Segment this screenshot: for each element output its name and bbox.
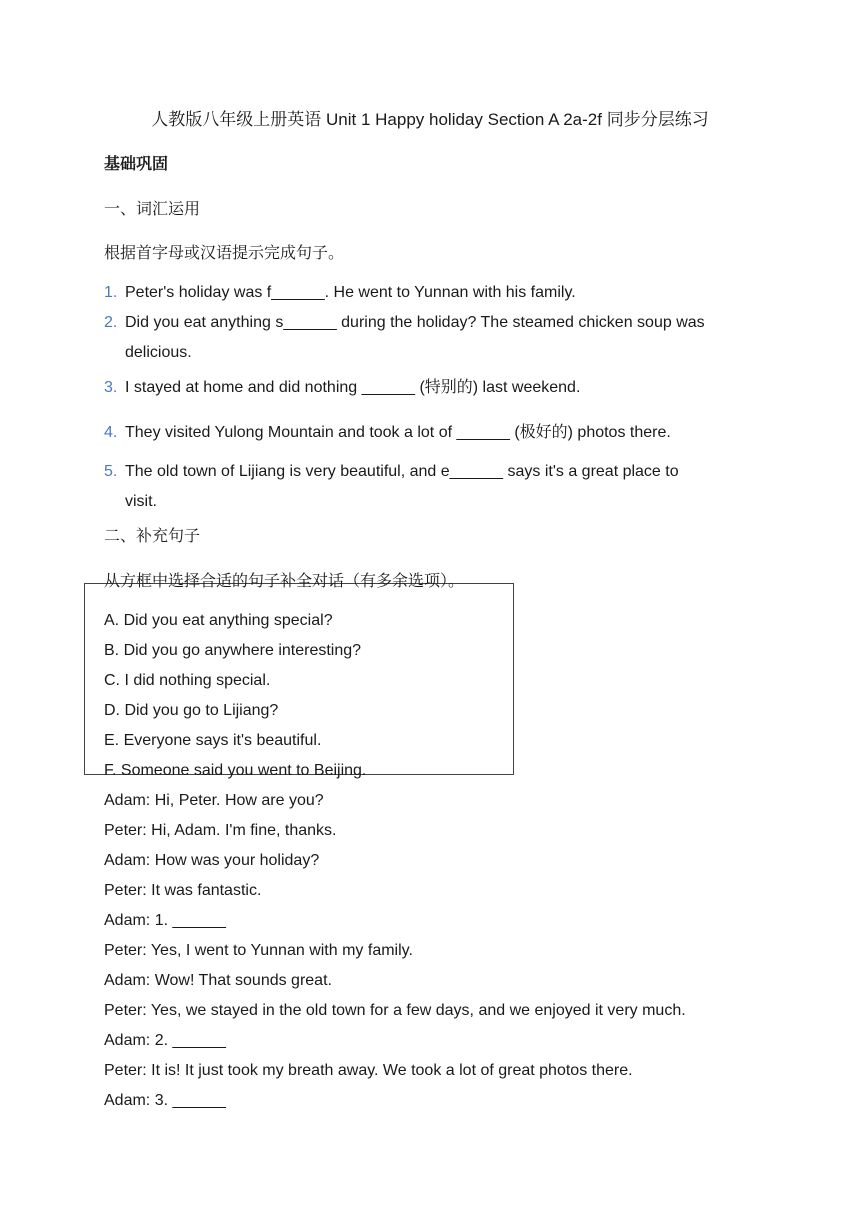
option-e: E. Everyone says it's beautiful. (104, 732, 322, 749)
question-text: I stayed at home and did nothing ______ (特别的) last weekend. (125, 379, 581, 396)
option-f: F. Someone said you went to Beijing. (104, 762, 367, 779)
dialogue-line: Peter: It is! It just took my breath away. We took a lot of great photos there. (104, 1062, 633, 1079)
level-heading: 基础巩固 (104, 156, 169, 173)
question-number: 3. (104, 379, 118, 396)
part2-instruction: 从方框中选择合适的句子补全对话（有多余选项）。 (104, 573, 465, 590)
dialogue-line: Adam: 3. ______ (104, 1092, 226, 1109)
question-number: 5. (104, 463, 118, 480)
question-2-continued: delicious. (125, 344, 192, 361)
question-text: Peter's holiday was f______. He went to Yunnan with his family. (125, 284, 576, 301)
page-title: 人教版八年级上册英语 Unit 1 Happy holiday Section A 2a-2f 同步分层练习 (151, 110, 709, 129)
dialogue-line: Peter: Yes, I went to Yunnan with my family. (104, 942, 413, 959)
dialogue-line: Adam: How was your holiday? (104, 852, 320, 869)
question-number: 1. (104, 284, 118, 301)
question-2 (104, 313, 705, 333)
option-b: B. Did you go anywhere interesting? (104, 642, 362, 659)
question-text: Did you eat anything s______ during the holiday? The steamed chicken soup was (125, 314, 705, 331)
question-3 (104, 378, 580, 398)
question-5-continued: visit. (125, 493, 157, 510)
dialogue-line: Peter: Yes, we stayed in the old town for a few days, and we enjoyed it very much. (104, 1002, 686, 1019)
option-d: D. Did you go to Lijiang? (104, 702, 279, 719)
question-4 (104, 423, 671, 443)
dialogue-line: Adam: 1. ______ (104, 912, 226, 929)
dialogue-line: Adam: 2. ______ (104, 1032, 226, 1049)
dialogue-line: Adam: Wow! That sounds great. (104, 972, 332, 989)
option-c: C. I did nothing special. (104, 672, 271, 689)
question-text: The old town of Lijiang is very beautiful, and e______ says it's a great place to (125, 463, 679, 480)
question-1 (104, 283, 576, 303)
question-number: 2. (104, 314, 118, 331)
question-5 (104, 462, 679, 482)
question-text: They visited Yulong Mountain and took a lot of ______ (极好的) photos there. (125, 424, 671, 441)
dialogue-line: Adam: Hi, Peter. How are you? (104, 792, 324, 809)
part2-heading: 二、补充句子 (104, 528, 201, 545)
part1-heading: 一、词汇运用 (104, 201, 201, 218)
question-number: 4. (104, 424, 118, 441)
part1-instruction: 根据首字母或汉语提示完成句子。 (104, 245, 345, 262)
option-a: A. Did you eat anything special? (104, 612, 333, 629)
dialogue-line: Peter: It was fantastic. (104, 882, 262, 899)
dialogue-line: Peter: Hi, Adam. I'm fine, thanks. (104, 822, 337, 839)
